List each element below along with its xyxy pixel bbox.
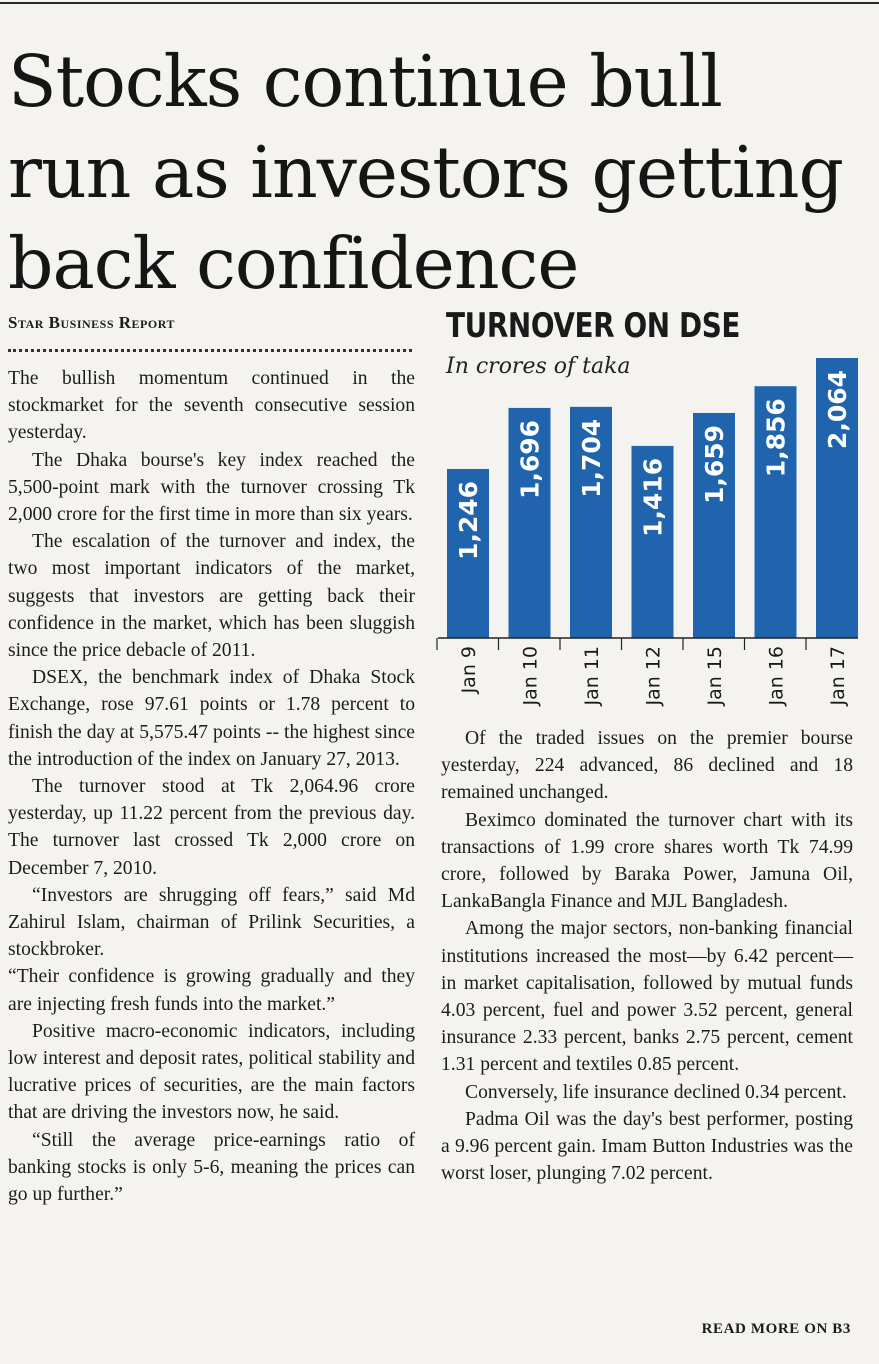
bar-value-label: 1,696 xyxy=(515,419,545,500)
byline: Star Business Report xyxy=(8,313,175,332)
paragraph: Positive macro-economic indicators, including low interest and deposit rates, political stability and lucrative prices of securities, are the main factors that are driving the investors now, he said. xyxy=(8,1020,415,1124)
paragraph: “Their confidence is growing gradually and they are injecting fresh funds into the market.” xyxy=(8,966,415,1015)
category-tick-label: Jan 11 xyxy=(581,646,603,706)
chart-title: TURNOVER ON DSE xyxy=(446,306,741,346)
paragraph: “Investors are shrugging off fears,” said Md Zahirul Islam, chairman of Prilink Securities, a stockbroker. xyxy=(8,884,415,961)
category-tick-label: Jan 12 xyxy=(642,646,665,706)
chart-subtitle: In crores of taka xyxy=(446,354,631,379)
top-rule xyxy=(0,2,879,4)
bar-value-label: 1,856 xyxy=(761,398,791,478)
paragraph: Of the traded issues on the premier bourse yesterday, 224 advanced, 86 declined and 18 remained unchanged. xyxy=(441,728,853,804)
category-tick-label: Jan 16 xyxy=(765,646,788,706)
headline-line-2: run as investors getting xyxy=(8,131,843,214)
headline-line-3: back confidence xyxy=(8,222,579,305)
bar-value-label: 2,064 xyxy=(823,370,852,450)
read-more-link[interactable]: READ MORE ON B3 xyxy=(701,1321,851,1337)
article-column-left xyxy=(8,365,415,1208)
paragraph: Beximco dominated the turnover chart with its transactions of 1.99 crore shares worth Tk 74.99 crore, followed by Baraka Power, Jamuna Oil, LankaBangla Finance and MJL Bangladesh. xyxy=(441,809,853,913)
turnover-bar-chart xyxy=(430,340,860,720)
category-tick-label: Jan 15 xyxy=(704,646,726,706)
paragraph: “Still the average price-earnings ratio of banking stocks is only 5-6, meaning the prices can go up further.” xyxy=(8,1129,415,1206)
bar-value-label: 1,704 xyxy=(577,418,606,498)
category-tick-label: Jan 10 xyxy=(519,646,542,706)
category-tick-label: Jan 9 xyxy=(458,646,480,694)
paragraph: The bullish momentum continued in the stockmarket for the seventh consecutive session yesterday. xyxy=(8,368,415,444)
paragraph: The Dhaka bourse's key index reached the 5,500-point mark with the turnover crossing Tk 2,000 crore for the first time in more than six years. xyxy=(8,449,415,526)
byline-divider xyxy=(8,349,412,352)
paragraph: The turnover stood at Tk 2,064.96 crore yesterday, up 11.22 percent from the previous day. The turnover last crossed Tk 2,000 crore on December 7, 2010. xyxy=(8,776,415,879)
paragraph: DSEX, the benchmark index of Dhaka Stock Exchange, rose 97.61 points or 1.78 percent to finish the day at 5,575.47 points -- the highest since the introduction of the index on January 27, 2013. xyxy=(8,667,415,770)
article-column-right xyxy=(441,725,853,1187)
category-tick-label: Jan 17 xyxy=(827,646,849,706)
headline xyxy=(8,36,868,309)
bar-value-label: 1,659 xyxy=(700,424,729,505)
paragraph: The escalation of the turnover and index, the two most important indicators of the market, suggests that investors are getting back their confidence in the market, which has been sluggish since the price debacle of 2011. xyxy=(8,531,415,662)
paragraph: Conversely, life insurance declined 0.34 percent. xyxy=(465,1081,847,1103)
paragraph: Among the major sectors, non-banking financial institutions increased the most—by 6.42 percent—in market capitalisation, followed by mutual funds 4.03 percent, fuel and power 3.52 percent, general insurance 2.33 percent, banks 2.75 percent, cement 1.31 percent and textiles 0.85 percent. xyxy=(441,918,853,1076)
bar-value-label: 1,416 xyxy=(638,457,668,537)
paragraph: Padma Oil was the day's best performer, posting a 9.96 percent gain. Imam Button Industries was the worst loser, plunging 7.02 percent. xyxy=(441,1108,853,1185)
headline-line-1: Stocks continue bull xyxy=(8,40,722,123)
bar-value-label: 1,246 xyxy=(454,480,483,561)
